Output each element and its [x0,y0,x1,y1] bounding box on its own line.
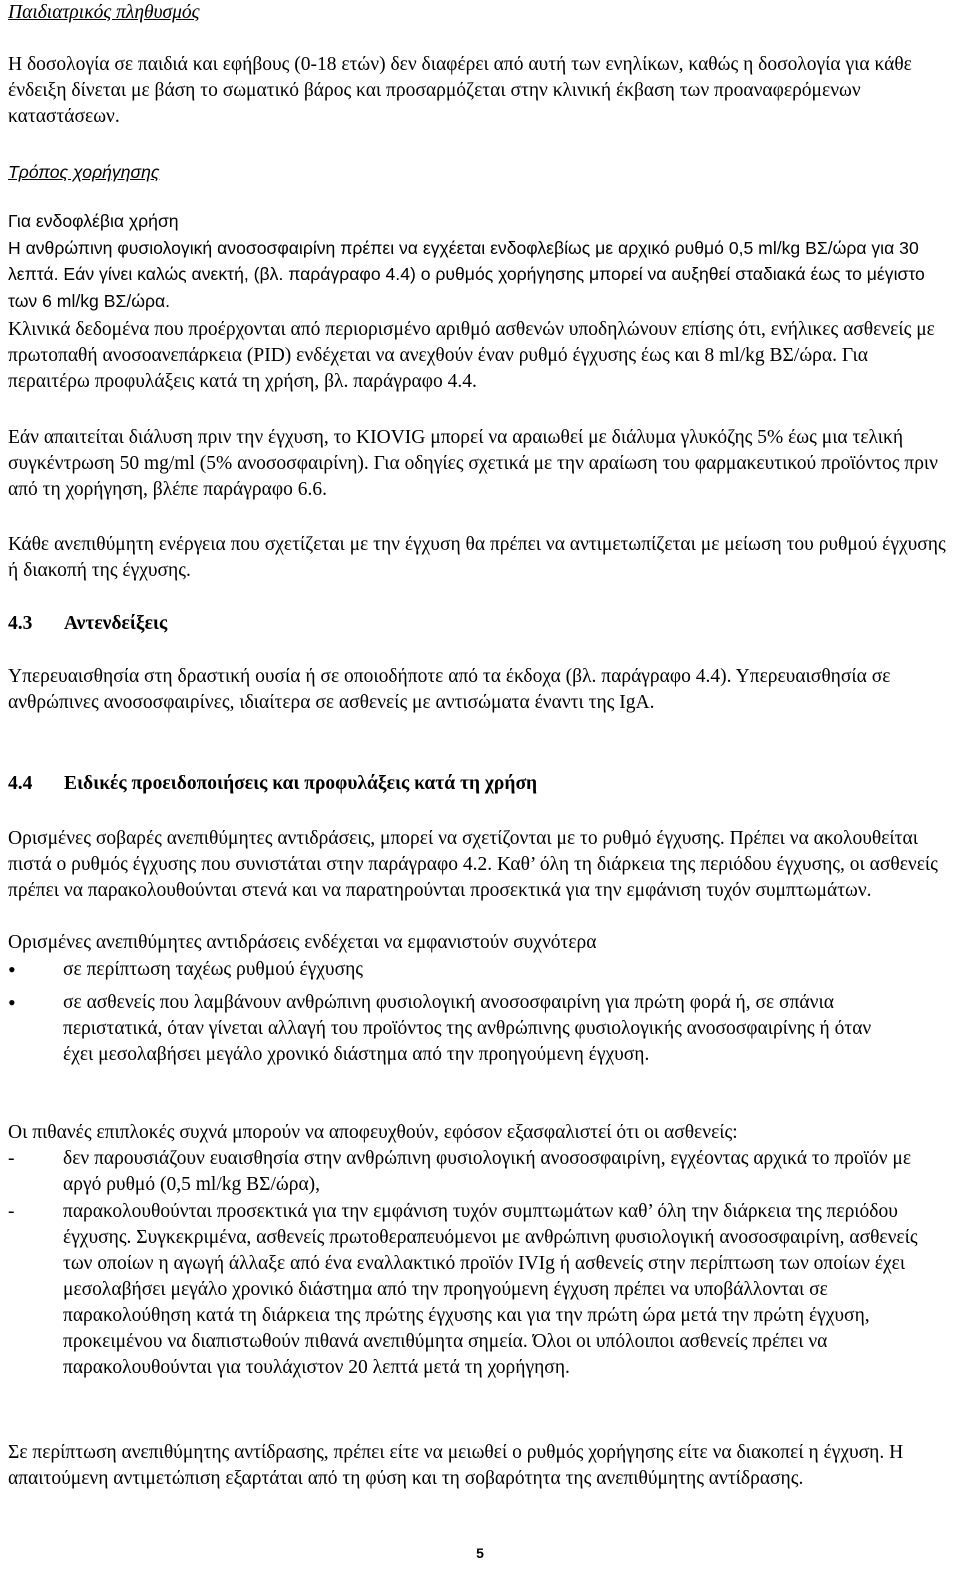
section-title: Αντενδείξεις [64,613,168,634]
paediatric-heading: Παιδιατρικός πληθυσμός [8,2,200,23]
list-item [8,1146,952,1198]
list-marker: - [8,1201,15,1222]
precaution-list [8,1146,952,1381]
section-number: 4.4 [8,773,33,794]
contraindications-text: Υπερευαισθησία στη δραστική ουσία ή σε οποιοδήποτε από τα έκδοχα (βλ. παράγραφο 4.4). Υπερευαισθησία σε ανθρώπινες ανοσοσφαιρίνες, ιδιαίτερα σε ασθενείς με αντισώματα έναντι της IgA. [8,666,891,713]
closing-text: Σε περίπτωση ανεπιθύμητης αντίδρασης, πρέπει είτε να μειωθεί ο ρυθμός χορήγησης είτε να διακοπεί η έγχυση. Η απαιτούμενη αντιμετώπιση εξαρτάται από τη φύση και τη σοβαρότητα της ανεπιθύμητης αντίδρασης. [8,1442,904,1489]
list-item: • σε περίπτωση ταχέως ρυθμού έγχυσης [8,957,952,983]
risk-factor-list [8,957,952,1068]
administration-heading: Τρόπος χορήγησης [8,162,160,182]
administration-text: Για ενδοφλέβια χρήση Η ανθρώπινη φυσιολογική ανοσοσφαιρίνη πρέπει να εγχέεται ενδοφλεβίως με αρχικό ρυθμό 0,5 ml/kg ΒΣ/ώρα για 30 λεπτά. Εάν γίνει καλώς ανεκτή, (βλ. παράγραφο 4.4) ο ρυθμός χορήγησης μπορεί να αυξηθεί σταδιακά έως το μέγιστο των 6 ml/kg ΒΣ/ώρα. [8,211,925,311]
warnings-intro: Ορισμένες σοβαρές ανεπιθύμητες αντιδράσεις, μπορεί να σχετίζονται με το ρυθμό έγχυσης. Πρέπει να ακολουθείται πιστά ο ρυθμός έγχυσης που συνιστάται στην παράγραφο 4.2. Καθ’ όλη τη διάρκεια της περιόδου έγχυσης, οι ασθενείς πρέπει να παρακολουθούνται στενά και να παρατηρούνται προσεκτικά για την εμφάνιση τυχόν συμπτωμάτων. [8,828,938,901]
section-number: 4.3 [8,613,33,634]
adverse-reaction-text: Κάθε ανεπιθύμητη ενέργεια που σχετίζεται με την έγχυση θα πρέπει να αντιμετωπίζεται με μείωση του ρυθμού έγχυσης ή διακοπή της έγχυσης. [8,534,946,581]
paediatric-text: Η δοσολογία σε παιδιά και εφήβους (0-18 ετών) δεν διαφέρει από αυτή των ενηλίκων, καθώς η δοσολογία για κάθε ένδειξη δίνεται με βάση το σωματικό βάρος και προσαρμόζεται στην κλινική έκβαση των προαναφερόμενων καταστάσεων. [8,54,912,127]
clinical-data-text: Κλινικά δεδομένα που προέρχονται από περιορισμένο αριθμό ασθενών υποδηλώνουν επίσης ότι, ενήλικες ασθενείς με πρωτοπαθή ανοσοανεπάρκεια (PID) ενδέχεται να ανεχθούν έναν ρυθμό έγχυσης έως και 8 ml/kg ΒΣ/ώρα. Για περαιτέρω προφυλάξεις κατά τη χρήση, βλ. παράγραφο 4.4. [8,319,935,392]
bullets-intro: Ορισμένες ανεπιθύμητες αντιδράσεις ενδέχεται να εμφανιστούν συχνότερα [8,932,597,953]
section-4-4-heading [8,771,537,797]
complications-intro: Οι πιθανές επιπλοκές συχνά μπορούν να αποφευχθούν, εφόσον εξασφαλιστεί ότι οι ασθενείς: [8,1122,738,1143]
list-item [8,1199,952,1381]
list-marker: - [8,1148,15,1169]
list-item-text: παρακολουθούνται προσεκτικά για την εμφάνιση τυχόν συμπτωμάτων καθ’ όλη την διάρκεια της περιόδου έγχυσης. Συγκεκριμένα, ασθενείς πρωτοθεραπευόμενοι με ανθρώπινη φυσιολογική ανοσοσφαιρίνη, ασθενείς των οποίων η αγωγή άλλαξε από ένα εναλλακτικό προϊόν IVIg ή ασθενείς στην περίπτωση των οποίων έχει μεσολαβήσει μεγάλο χρονικό διάστημα από την προηγούμενη έγχυση πρέπει να υποβάλλονται σε παρακολούθηση κατά τη διάρκεια της πρώτης έγχυσης και για την πρώτη ώρα μετά την πρώτη έγχυση, προκειμένου να διαπιστωθούν πιθανά ανεπιθύμητα σημεία. Όλοι οι υπόλοιποι ασθενείς πρέπει να παρακολουθούνται για τουλάχιστον 20 λεπτά μετά τη χορήγηση. [63,1201,918,1378]
page-number: 5 [476,1545,484,1561]
section-4-3-heading [8,611,167,637]
section-title: Ειδικές προειδοποιήσεις και προφυλάξεις κατά τη χρήση [64,773,538,794]
dilution-text: Εάν απαιτείται διάλυση πριν την έγχυση, το KIOVIG μπορεί να αραιωθεί με διάλυμα γλυκόζης 5% έως μια τελική συγκέντρωση 50 mg/ml (5% ανοσοσφαιρίνη). Για οδηγίες σχετικά με την αραίωση του φαρμακευτικού προϊόντος πριν από τη χορήγηση, βλέπε παράγραφο 6.6. [8,427,938,500]
list-item: • σε ασθενείς που λαμβάνουν ανθρώπινη φυσιολογική ανοσοσφαιρίνη για πρώτη φορά ή, σε σπάνια περιστατικά, όταν γίνεται αλλαγή του προϊόντος της ανθρώπινης φυσιολογικής ανοσοσφαιρίνης ή όταν έχει μεσολαβήσει μεγάλο χρονικό διάστημα από την προηγούμενη έγχυση. [8,990,952,1068]
list-item-text: δεν παρουσιάζουν ευαισθησία στην ανθρώπινη φυσιολογική ανοσοσφαιρίνη, εγχέοντας αρχικά το προϊόν με αργό ρυθμό (0,5 ml/kg ΒΣ/ώρα), [63,1148,912,1195]
